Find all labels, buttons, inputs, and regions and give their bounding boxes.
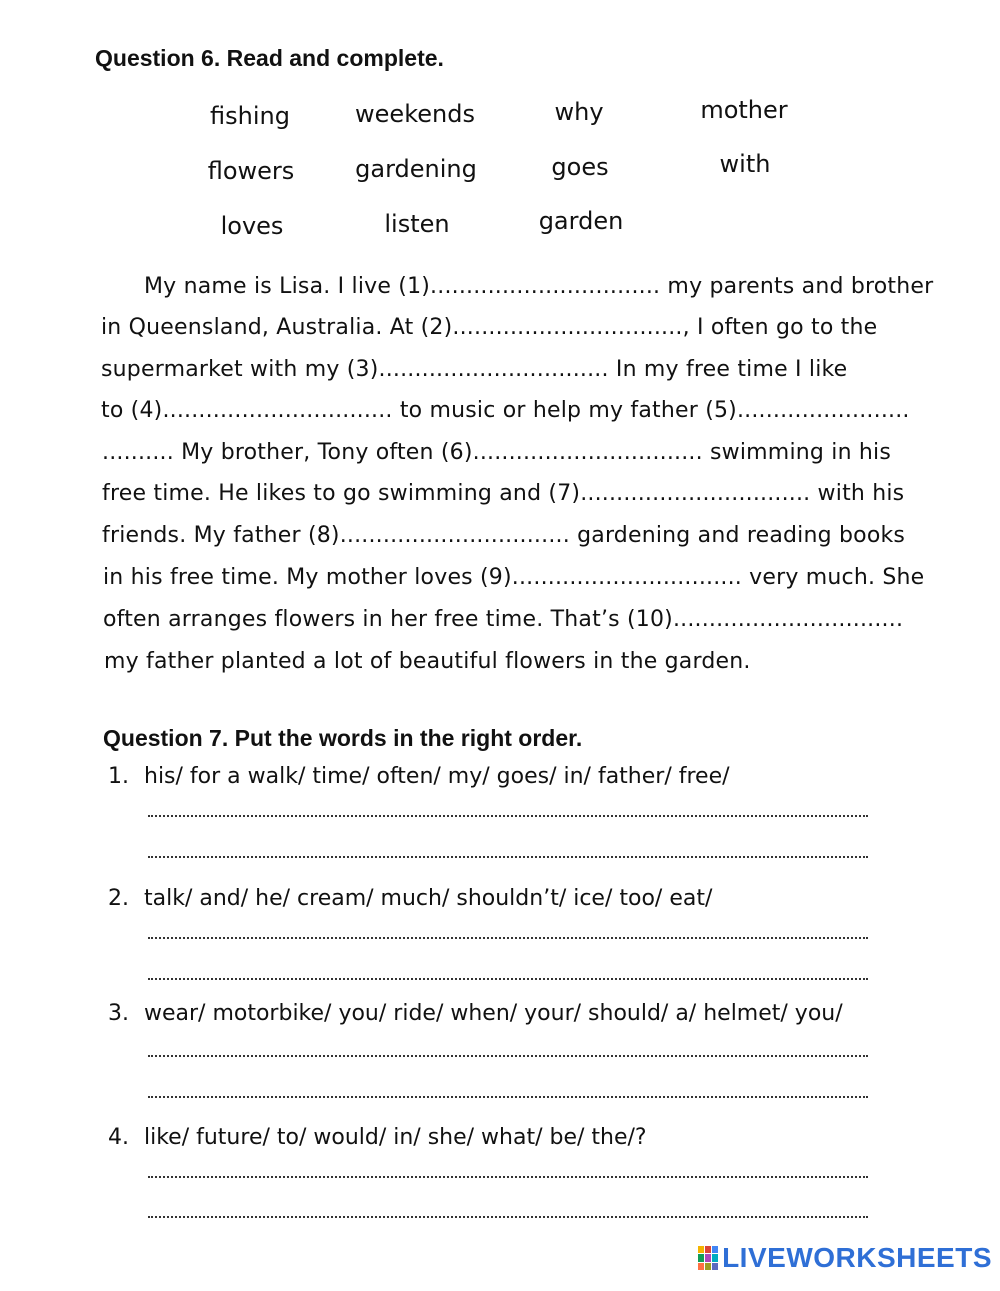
liveworksheets-logo[interactable]	[698, 1243, 992, 1273]
logo-grid-cell	[705, 1254, 711, 1261]
reorder-item-3	[108, 1001, 843, 1026]
item-number: 2.	[108, 886, 129, 911]
answer-line[interactable]	[148, 1055, 868, 1057]
passage-line: My name is Lisa. I live (1)................................ my parents and brother	[144, 274, 934, 299]
logo-grid-icon	[698, 1246, 718, 1270]
word-bank-item: weekends	[355, 100, 475, 128]
logo-grid-cell	[698, 1246, 704, 1253]
word-bank-item: fishing	[210, 102, 290, 130]
word-bank-item: garden	[538, 207, 624, 235]
passage-line: often arranges flowers in her free time. That’s (10)................................	[103, 607, 904, 632]
word-bank-item: goes	[551, 153, 609, 181]
logo-grid-cell	[705, 1246, 711, 1253]
answer-line[interactable]	[148, 815, 868, 817]
reorder-item-2	[108, 886, 712, 911]
word-bank-item: listen	[384, 210, 450, 238]
logo-grid-cell	[698, 1254, 704, 1261]
passage-line: in his free time. My mother loves (9)................................ very much. She	[103, 565, 925, 590]
item-words: like/ future/ to/ would/ in/ she/ what/ be/ the/?	[144, 1125, 647, 1150]
passage-line: friends. My father (8)................................ gardening and reading books	[102, 523, 906, 548]
logo-grid-cell	[712, 1263, 718, 1270]
item-number: 3.	[108, 1001, 129, 1026]
passage-line: free time. He likes to go swimming and (7)................................ with his	[102, 481, 905, 506]
answer-line[interactable]	[148, 1216, 868, 1218]
reorder-item-4	[108, 1125, 647, 1150]
logo-grid-cell	[705, 1263, 711, 1270]
logo-grid-cell	[712, 1254, 718, 1261]
word-bank-item: why	[554, 98, 604, 126]
item-words: his/ for a walk/ time/ often/ my/ goes/ in/ father/ free/	[144, 764, 730, 789]
passage-line: my father planted a lot of beautiful flowers in the garden.	[104, 649, 751, 674]
item-words: talk/ and/ he/ cream/ much/ shouldn’t/ ice/ too/ eat/	[144, 886, 713, 911]
logo-text: LIVEWORKSHEETS	[722, 1242, 992, 1273]
logo-grid-cell	[698, 1263, 704, 1270]
item-number: 1.	[108, 764, 129, 789]
answer-line[interactable]	[148, 1096, 868, 1098]
answer-line[interactable]	[148, 937, 868, 939]
word-bank-item: with	[719, 150, 771, 178]
passage-line: to (4)................................ to music or help my father (5)........................	[101, 398, 910, 423]
answer-line[interactable]	[148, 856, 868, 858]
word-bank-item: gardening	[355, 155, 477, 183]
reorder-item-1	[108, 764, 730, 789]
logo-grid-cell	[712, 1246, 718, 1253]
passage-line: in Queensland, Australia. At (2)................................, I often go to the	[101, 315, 878, 340]
answer-line[interactable]	[148, 978, 868, 980]
item-words: wear/ motorbike/ you/ ride/ when/ your/ should/ a/ helmet/ you/	[144, 1001, 843, 1026]
word-bank-item: mother	[700, 96, 788, 124]
passage-line: supermarket with my (3)................................ In my free time I like	[101, 357, 848, 382]
item-number: 4.	[108, 1125, 129, 1150]
answer-line[interactable]	[148, 1176, 868, 1178]
question-6-title: Question 6. Read and complete.	[95, 45, 444, 71]
passage-line: .......... My brother, Tony often (6)................................ swimming in his	[102, 440, 892, 465]
word-bank-item: flowers	[207, 157, 295, 185]
word-bank-item: loves	[220, 212, 284, 240]
question-7-title: Question 7. Put the words in the right order.	[103, 725, 583, 751]
